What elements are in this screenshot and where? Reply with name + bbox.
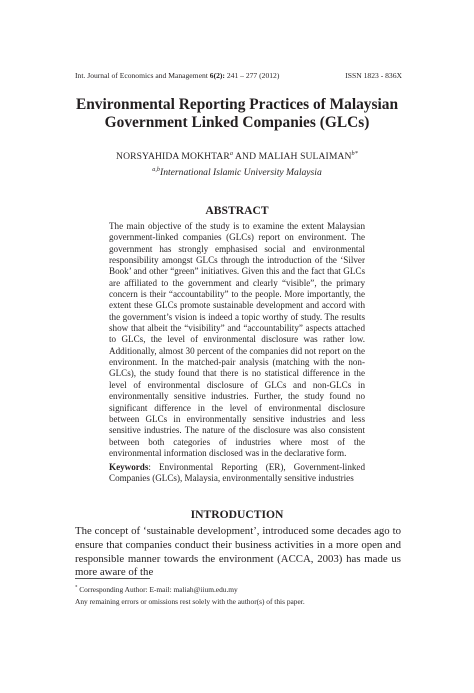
author-1: NORSYAHIDA MOKHTAR (116, 151, 230, 163)
title-line-2: Government Linked Companies (GLCs) (104, 114, 370, 131)
author-2-mark: b* (351, 150, 358, 157)
affiliation (60, 166, 414, 178)
journal-pages: 241 – 277 (2012) (224, 71, 280, 80)
author-conjunction: AND (233, 151, 259, 163)
footnote-email: Corresponding Author: E-mail: maliah@iium.edu.my (77, 585, 238, 594)
journal-volume: 6(2): (209, 71, 225, 80)
title-line-1: Environmental Reporting Practices of Malaysian (75, 96, 399, 113)
paper-title (60, 96, 414, 132)
author-2: MALIAH SULAIMAN (258, 151, 352, 163)
journal-citation: Int. Journal of Economics and Management 6(2): 241 – 277 (2012) (75, 71, 280, 80)
introduction-body: The concept of ‘sustainable development’, introduced some decades ago to ensure that companies conduct their business activities in a more open and responsible manner towards the environment (ACCA, 2003) has made us more aware of the (75, 525, 401, 579)
keywords-label: Keywords (109, 462, 149, 472)
affiliation-text: International Islamic University Malaysia (160, 167, 322, 179)
footnote-disclaimer: Any remaining errors or omissions rest solely with the author(s) of this paper. (75, 597, 305, 606)
keywords-text: : Environmental Reporting (ER), Government-linked Companies (GLCs), Malaysia, environmentally sensitive industries (109, 462, 365, 484)
abstract-body: The main objective of the study is to examine the extent Malaysian government-linked companies (GLCs) report on environment. The government has strongly emphasised social and environmental responsibility amongst GLCs through the introduction of the ‘Silver Book’ and other “green” initiatives. Given this and the fact that GLCs are affiliated to the government and clearly “visible”, the primary concern is their “accountability” to the people. More importantly, the extent these GLCs promote sustainable development and accord with the government’s vision is indeed a topic worthy of study. The results show that albeit the “visibility” and “accountability” aspects attached to GLCs, the level of environmental disclosure was rather low. Additionally, almost 30 percent of the companies did not report on the environment. In the matched-pair analysis (matching with the non-GLCs), the study found that there is no statistical difference in the level of environmental disclosure of GLCs and non-GLCs in environmentally sensitive industries. Further, the study found no significant difference in the level of environmental disclosure between GLCs in environmentally sensitive industries and less sensitive industries. The nature of the disclosure was also consistent between both categories of industries where most of the environmental information disclosed was in the declarative form. (109, 221, 365, 458)
author-1-mark: a (229, 150, 234, 157)
abstract-heading: ABSTRACT (205, 204, 269, 217)
keywords-paragraph (109, 462, 365, 485)
affiliation-mark: a,b (152, 166, 161, 173)
running-header (75, 71, 402, 80)
introduction-heading: INTRODUCTION (190, 508, 284, 521)
footnote-divider (75, 578, 150, 579)
journal-issn: ISSN 1823 - 836X (345, 71, 402, 80)
footnote-corresponding-author (75, 585, 238, 594)
author-list (60, 150, 414, 162)
footnote-mark: * (75, 585, 78, 591)
